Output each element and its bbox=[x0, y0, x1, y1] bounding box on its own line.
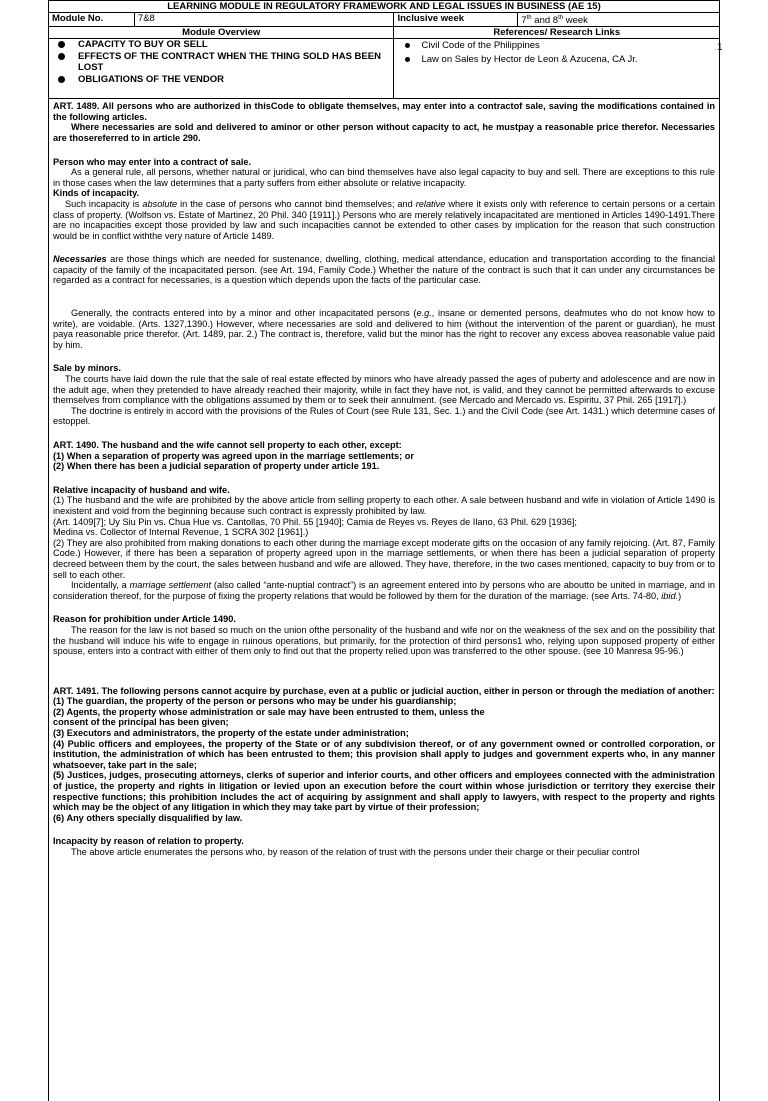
heading-incapacity-relation: Incapacity by reason of relation to property. bbox=[53, 836, 244, 847]
paragraph-generally: Generally, the contracts entered into by a minor and other incapacitated persons (e.g., insane or demented persons, deafmutes who do not know how to write), are voidable. (Arts. 1327,1390.) However, where necessaries are sold and delivered to him (without the intervention of the parent or guardian), he must paya reasonable price therefor. (Art. 1489, par. 2.) The contract is, therefore, valid but the minor has the right to recover any excess abovea reasonable value paid by him. bbox=[53, 308, 715, 350]
references-list bbox=[397, 39, 716, 67]
article-1491-item3: (3) Executors and administrators, the property of the estate under administration; bbox=[53, 728, 409, 739]
module-no-value: 7&8 bbox=[134, 13, 394, 27]
article-1489-par2: Where necessaries are sold and delivered to aminor or other person without capacity to act, he mustpay a reasonable price therefor. Necessaries are thosereferred to in article 290. bbox=[53, 122, 715, 143]
topic-item: OBLIGATIONS OF THE VENDOR bbox=[52, 74, 390, 86]
page-number: 1 bbox=[717, 42, 723, 53]
paragraph-relative-1: (1) The husband and the wife are prohibited by the above article from selling property to each other. A sale between husband and wife in violation of Article 1490 is inexistent and void from the beginning because such contract is expressly prohibited by law. bbox=[53, 495, 715, 516]
article-1490-item1: (1) When a separation of property was agreed upon in the marriage settlements; or bbox=[53, 450, 414, 461]
topics-list bbox=[52, 39, 390, 85]
bullet-icon bbox=[405, 43, 410, 48]
module-overview-label: Module Overview bbox=[49, 27, 394, 39]
module-no-label: Module No. bbox=[49, 13, 135, 27]
paragraph-relative-2: (2) They are also prohibited from making donations to each other during the marriage except moderate gifts on the occasion of any family rejoicing. (Art. 87, Family Code.) However, if there has been a separation of property agreed upon in the marriage settlements, or when there has been a judicial separation of property decreed between them by the court, the sales between husband and wife are allowed. They have, therefore, in the two cases mentioned, capacity to buy from or to sell to each other. bbox=[53, 537, 715, 580]
references-label: References/ Research Links bbox=[394, 27, 720, 39]
topic-item: EFFECTS OF THE CONTRACT WHEN THE THING SOLD HAS BEEN LOST bbox=[52, 51, 390, 74]
article-1491-text: ART. 1491. The following persons cannot acquire by purchase, even at a public or judicial auction, either in person or through the mediation of another: bbox=[53, 685, 715, 696]
paragraph-doctrine: The doctrine is entirely in accord with the provisions of the Rules of Court (see Rule 131, Sec. 1.) and the Civil Code (see Art. 1431.) which determine cases of estoppel. bbox=[53, 405, 715, 427]
paragraph-last: The above article enumerates the persons who, by reason of the relation of trust with the persons under their charge or their peculiar control bbox=[71, 847, 640, 857]
paragraph-general-rule: As a general rule, all persons, whether natural or juridical, who can bind themselves have also legal capacity to buy and sell. There are exceptions to this rule in those cases when the law determines that a party suffers from either absolute or relative incapacity. bbox=[53, 167, 715, 188]
article-1490-text: ART. 1490. The husband and the wife cannot sell property to each other, except: bbox=[53, 440, 402, 450]
article-1491-item2: (2) Agents, the property whose administration or sale may have been entrusted to them, unless the bbox=[53, 706, 485, 717]
heading-kinds-incapacity: Kinds of incapacity. bbox=[53, 188, 140, 199]
module-title: LEARNING MODULE IN REGULATORY FRAMEWORK AND LEGAL ISSUES IN BUSINESS (AE 15) bbox=[49, 1, 720, 13]
paragraph-reason: The reason for the law is not based so much on the union ofthe personality of the husband and wife nor on the weakness of the sex and on the possibility that the husband will induce his wife to engage in ruinous operations, but primarily, for the protection of third persons1 who, relying upon supposed property of either spouse, enters into a contract with either of them only to find out that the property relied upon was transferred to the other spouse. (see 10 Manresa 95-96.) bbox=[53, 624, 715, 657]
heading-reason-prohibition: Reason for prohibition under Article 1490. bbox=[53, 614, 236, 625]
topics-cell bbox=[49, 39, 394, 99]
bullet-icon bbox=[58, 76, 65, 83]
bullet-icon bbox=[405, 57, 410, 62]
article-1491-item1: (1) The guardian, the property of the person or persons who may be under his guardianship; bbox=[53, 696, 457, 707]
article-1491-item4: (4) Public officers and employees, the property of the State or of any subdivision thereof, or of any government owned or controlled corporation, or institution, the administration of which has been entrusted to them; this provision shall apply to judges and government experts who, in any manner whatsoever, take part in the sale; bbox=[53, 738, 715, 770]
reference-item: Law on Sales by Hector de Leon & Azucena, CA Jr. bbox=[397, 53, 716, 67]
article-1489-text: ART. 1489. All persons who are authorized in thisCode to obligate themselves, may enter into a contractof sale, saving the modifications contained in the following articles. bbox=[53, 101, 715, 122]
references-cell bbox=[394, 39, 720, 99]
topic-item: CAPACITY TO BUY OR SELL bbox=[52, 39, 390, 51]
inclusive-week-value: 7th and 8th week bbox=[518, 13, 720, 27]
bullet-icon bbox=[58, 41, 65, 48]
article-1490-item2: (2) When there has been a judicial separation of property under article 191. bbox=[53, 461, 380, 472]
article-1491-item6: (6) Any others specially disqualified by law. bbox=[53, 812, 243, 823]
reference-item: Civil Code of the Philippines bbox=[397, 39, 716, 53]
inclusive-week-label: Inclusive week bbox=[394, 13, 518, 27]
bullet-icon bbox=[58, 53, 65, 60]
paragraph-courts: The courts have laid down the rule that the sale of real estate effected by minors who have already passed the ages of puberty and adolescence and are now in the adult age, when they pretended to have already reached their majority, while in fact they have not, is valid, and they cannot be permitted afterwards to excuse themselves from compliance with the obligations assumed by them or to seek their annulment. (see Mercado and Mercado vs. Espiritu, 37 Phil. 265 [1917].) bbox=[53, 374, 715, 406]
paragraph-kinds-incapacity: Such incapacity is absolute in the case of persons who cannot bind themselves; and relative where it exists only with reference to certain persons or a certain class of property. (Wolfson vs. Estate of Martinez, 20 Phil. 340 [1911].) Persons who are merely relatively incapacitated are mentioned in Articles 1490-1491.There are no incapacities except those provided by law and such incapacities cannot be extended to other cases by implication for the reason that such construction would be in conflict withthe very nature of Article 1489. bbox=[53, 198, 715, 241]
paragraph-incidentally: Incidentally, a marriage settlement (also called “ante-nuptial contract”) is an agreement entered into by persons who are aboutto be united in marriage, and in consideration thereof, for the purpose of fixing the property relations that would be followed by them for the duration of the marriage. (see Arts. 74-80, ibid.) bbox=[53, 580, 715, 601]
module-header-table bbox=[48, 0, 720, 99]
heading-relative-incapacity: Relative incapacity of husband and wife. bbox=[53, 484, 230, 495]
article-1491-item5: (5) Justices, judges, prosecuting attorneys, clerks of superior and inferior courts, and other officers and employees connected with the administration of justice, the property and rights in litigation or levied upon an execution before the court within whose jurisdiction or territory they exercise their respective functions; this prohibition includes the act of acquiring by assignment and shall apply to lawyers, with respect to the property and rights which may be the object of any litigation in which they may take part by virtue of their profession; bbox=[53, 770, 715, 813]
paragraph-relative-cite1: (Art. 1409[7]; Uy Siu Pin vs. Chua Hue vs. Cantollas, 70 Phil. 55 [1940]; Camia de Reyes vs. Reyes de Ilano, 63 Phil. 629 [1936]; bbox=[53, 516, 577, 527]
document-page bbox=[48, 0, 723, 1024]
module-body bbox=[48, 99, 720, 1101]
paragraph-relative-cite2: Medina vs. Collector of Internal Revenue, 1 SCRA 302 [1961].) bbox=[53, 527, 309, 538]
paragraph-necessaries: Necessaries are those things which are needed for sustenance, dwelling, clothing, medical attendance, education and transportation according to the financial capacity of the family of the incapacitated person. (see Art. 194, Family Code.) Whether the nature of the contract is such that it can under any circumstances be regarded as a contract for necessaries, is a question which depends upon the facts of the particular case. bbox=[53, 254, 715, 286]
article-1491-item2-cont: consent of the principal has been given; bbox=[53, 717, 229, 728]
heading-person-contract: Person who may enter into a contract of sale. bbox=[53, 156, 252, 167]
heading-sale-minors: Sale by minors. bbox=[53, 363, 121, 374]
